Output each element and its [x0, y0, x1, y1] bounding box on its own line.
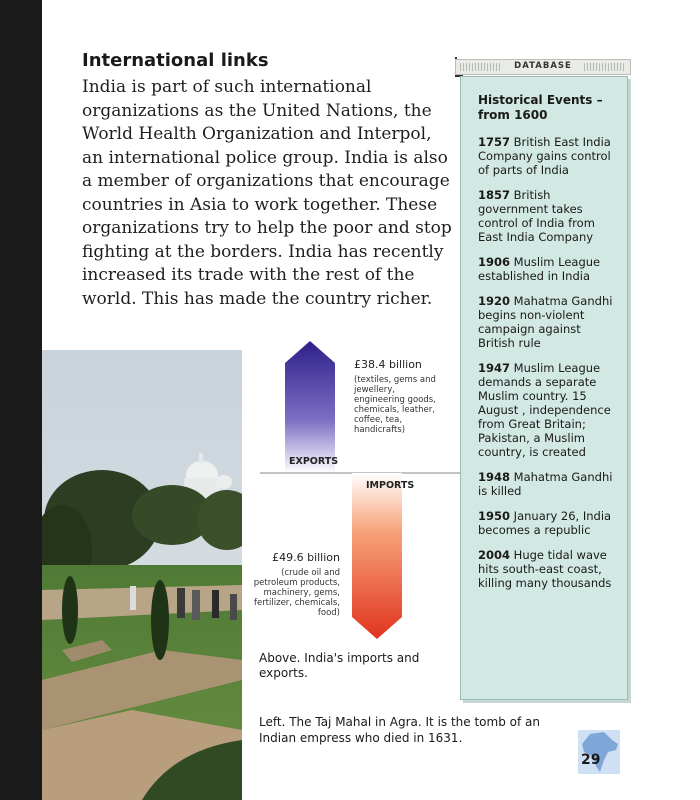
chart-caption: [259, 651, 449, 681]
event-year: 1950: [478, 509, 511, 523]
photo-caption: [259, 714, 559, 746]
event-year: 1906: [478, 255, 511, 269]
event-item: [478, 255, 620, 283]
imports-arrow: [352, 473, 402, 639]
exports-value: £38.4 billion: [354, 358, 422, 371]
section-heading: International links: [82, 50, 269, 71]
photo-caption-text: The Taj Mahal in Agra. It is the tomb of an Indian empress who died in 1631.: [259, 715, 540, 745]
event-text: Mahatma Gandhi is killed: [478, 470, 613, 498]
event-item: [478, 294, 620, 350]
event-text: British government takes control of India from East India Company: [478, 188, 595, 244]
database-heading: Historical Events – from 1600: [478, 93, 603, 122]
event-item: [478, 509, 620, 537]
exports-arrow: [285, 341, 335, 473]
event-item: [478, 470, 620, 498]
chart-caption-text: India's imports and exports.: [259, 651, 420, 680]
database-title: DATABASE: [514, 61, 572, 71]
exports-label: EXPORTS: [289, 456, 339, 467]
event-year: 1857: [478, 188, 511, 202]
body-paragraph: India is part of such international organizations as the United Nations, the World Health Organization and Interpol, an international police group. India is also a member of organizations that encourage countries in Asia to work together. These organizations try to help the poor and stop fighting at the borders. India has recently increased its trade with the rest of the world. This has made the country richer.: [82, 77, 452, 309]
imports-label: IMPORTS: [366, 480, 415, 491]
photo-caption-lead: Left.: [259, 715, 286, 729]
imports-value: £49.6 billion: [272, 551, 340, 564]
event-text: Muslim League demands a separate Muslim country. 15 August , independence from Great Britain; Pakistan, a Muslim country, is created: [478, 361, 611, 459]
event-year: 1920: [478, 294, 511, 308]
imports-detail: (crude oil and petroleum products, machinery, gems, fertilizer, chemicals, food): [253, 568, 340, 618]
chart-caption-lead: Above.: [259, 651, 301, 665]
event-text: Muslim League established in India: [478, 255, 601, 283]
book-page: [42, 0, 700, 800]
taj-mahal-photo: [42, 350, 242, 800]
events-list: [478, 135, 620, 601]
event-text: British East India Company gains control of parts of India: [478, 135, 611, 177]
header-stripes-right: [584, 63, 626, 71]
event-text: January 26, India becomes a republic: [478, 509, 612, 537]
database-header: [455, 59, 631, 75]
event-item: [478, 361, 620, 459]
event-item: [478, 548, 620, 590]
exports-detail: (textiles, gems and jewellery, engineering goods, chemicals, leather, coffee, tea, handicrafts): [354, 375, 436, 435]
event-item: [478, 135, 620, 177]
event-year: 1947: [478, 361, 511, 375]
page-number: 29: [581, 752, 601, 768]
event-year: 1757: [478, 135, 511, 149]
event-year: 2004: [478, 548, 511, 562]
event-text: Mahatma Gandhi begins non-violent campaign against British rule: [478, 294, 613, 350]
event-year: 1948: [478, 470, 511, 484]
event-item: [478, 188, 620, 244]
event-text: Huge tidal wave hits south-east coast, killing many thousands: [478, 548, 612, 590]
